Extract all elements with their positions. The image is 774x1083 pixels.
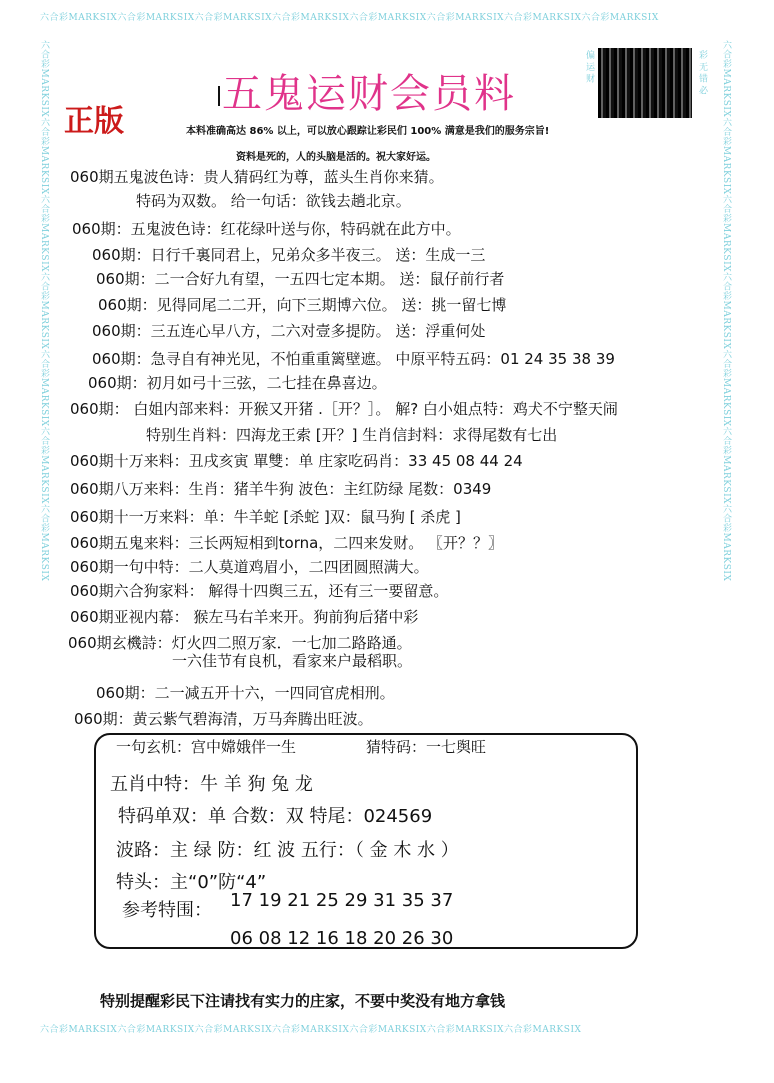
line-baijie: 060期： 白姐内部来料：开猴又开猪 .［开？］。 解? 白小姐点特：鸡犬不宁整天闹 bbox=[70, 400, 618, 418]
qr-code-image bbox=[598, 48, 692, 118]
box-ref-row1: 17 19 21 25 29 31 35 37 bbox=[230, 890, 454, 911]
watermark-left: 六合彩MARKSIX六合彩MARKSIX六合彩MARKSIX六合彩MARKSIX六合彩MARKSIX六合彩MARKSIX六合彩MARKSIX bbox=[39, 40, 49, 582]
line-verse-3: 060期：见得同尾二二开，向下三期博六位。 送：挑一留七博 bbox=[98, 296, 507, 314]
line-liuhe: 060期六合狗家料： 解得十四舆三五，还有三一要留意。 bbox=[70, 582, 449, 600]
watermark-top: 六合彩MARKSIX六合彩MARKSIX六合彩MARKSIX六合彩MARKSIX六合彩MARKSIX六合彩MARKSIX六合彩MARKSIX六合彩MARKSIX bbox=[40, 13, 659, 23]
line-wuxing-poem: 060期五鬼波色诗：贵人猜码红为尊，蓝头生肖你来猜。 bbox=[70, 168, 444, 186]
line-yashi: 060期亚视内幕： 猴左马右羊来开。狗前狗后猪中彩 bbox=[70, 608, 419, 626]
line-xuanji-2: 一六佳节有良机，看家来户最稻职。 bbox=[172, 652, 413, 670]
line-verse-5: 060期：急寻自有神光见，不怕重重篱壁遮。 中原平特五码：01 24 35 38 39 bbox=[92, 350, 615, 368]
line-verse-2: 060期：二一合好九有望，一五四七定本期。 送：鼠仔前行者 bbox=[96, 270, 505, 288]
line-wave-poem: 060期：五鬼波色诗：红花绿叶送与你，特码就在此方中。 bbox=[72, 220, 461, 238]
slogan-luck: 资料是死的，人的头脑是活的。祝大家好运。 bbox=[236, 152, 436, 163]
line-verse-1: 060期：日行千裏同君上，兄弟众多半夜三。 送：生成一三 bbox=[92, 246, 486, 264]
qr-caption-right: 彩 无 错 必 bbox=[697, 50, 707, 95]
box-wave: 波路：主 绿 防：红 波 五行：（ 金 木 水 ） bbox=[116, 840, 459, 861]
line-100k: 060期十万来料：丑戌亥寅 單雙：单 庄家吃码肖：33 45 08 44 24 bbox=[70, 452, 523, 470]
line-110k: 060期十一万来料：单：牛羊蛇 [杀蛇 ]双：鼠马狗 [ 杀虎 ] bbox=[70, 508, 461, 526]
box-five-zodiac: 五肖中特：牛 羊 狗 兔 龙 bbox=[110, 774, 313, 795]
line-wugui: 060期五鬼来料：三长两短相到torna，二四来发财。 〖开？？〗 bbox=[70, 534, 504, 552]
page-title: 五鬼运财会员料 bbox=[222, 71, 516, 117]
watermark-bottom: 六合彩MARKSIX六合彩MARKSIX六合彩MARKSIX六合彩MARKSIX六合彩MARKSIX六合彩MARKSIX六合彩MARKSIX bbox=[40, 1025, 582, 1035]
line-verse-4: 060期：三五连心早八方，二六对壹多提防。 送：浮重何处 bbox=[92, 322, 486, 340]
watermark-right: 六合彩MARKSIX六合彩MARKSIX六合彩MARKSIX六合彩MARKSIX六合彩MARKSIX六合彩MARKSIX六合彩MARKSIX bbox=[721, 40, 731, 582]
line-xuanji-1: 060期玄機詩：灯火四二照万家．一七加二路路通。 bbox=[68, 634, 412, 652]
box-riddle: 一句玄机：宫中嫦娥伴一生 bbox=[116, 738, 297, 756]
slogan-accuracy: 本料准确高达 86% 以上，可以放心跟踪让彩民们 100% 满意是我们的服务宗旨! bbox=[186, 126, 550, 137]
box-guess: 猜特码：一七舆旺 bbox=[366, 738, 487, 756]
line-one-sentence: 060期一句中特：二人莫道鸡眉小，二四团圆照满大。 bbox=[70, 558, 429, 576]
box-ref-label: 参考特围： bbox=[122, 900, 212, 921]
box-head: 特头：主“0”防“4” bbox=[116, 872, 267, 893]
genuine-badge: 正版 bbox=[64, 104, 124, 139]
footer-warning: 特别提醒彩民下注请找有实力的庄家，不要中奖没有地方拿钱 bbox=[100, 992, 506, 1010]
line-even-hint: 特码为双数。 给一句话：欲钱去趟北京。 bbox=[136, 192, 411, 210]
line-special-zodiac: 特别生肖料：四海龙王索 [开？] 生肖信封料：求得尾数有七出 bbox=[146, 426, 558, 444]
line-verse-7: 060期：二一减五开十六，一四同官虎相刑。 bbox=[96, 684, 395, 702]
line-80k: 060期八万来料：生肖：猪羊牛狗 波色：主红防绿 尾数：0349 bbox=[70, 480, 492, 498]
qr-caption-left: 偏 运 财 bbox=[584, 50, 594, 83]
title-bar-mark bbox=[218, 86, 220, 106]
box-odd-even: 特码单双：单 合数：双 特尾：024569 bbox=[118, 806, 433, 827]
line-verse-8: 060期：黄云紫气碧海清，万马奔腾出旺波。 bbox=[74, 710, 373, 728]
box-ref-row2: 06 08 12 16 18 20 26 30 bbox=[230, 928, 454, 949]
line-verse-6: 060期：初月如弓十三弦，二七挂在鼻喜边。 bbox=[88, 374, 387, 392]
